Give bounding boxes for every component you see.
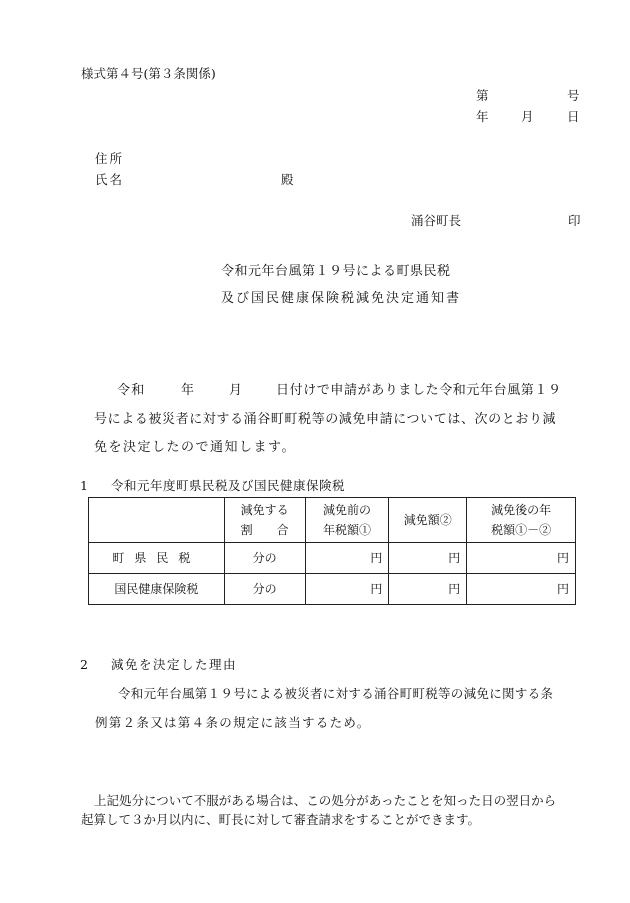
- document-title-line2: 及び国民健康保険税減免決定通知書: [221, 291, 462, 306]
- row-after: 円: [467, 543, 576, 574]
- document-title-line1: 令和元年台風第１９号による町県民税: [221, 264, 451, 279]
- header-after: [467, 498, 576, 543]
- address-label: 住所: [95, 151, 125, 166]
- intro-month: 月: [229, 383, 244, 398]
- header-rate-line1: 減免する: [240, 503, 289, 517]
- intro-line3: 免を決定したので通知します。: [94, 440, 296, 455]
- header-before: [305, 498, 389, 543]
- name-label: 氏名: [95, 172, 125, 187]
- row-label: 町県民税: [89, 543, 225, 574]
- form-number: 様式第４号(第３条関係): [81, 66, 216, 81]
- row-label: 国民健康保険税: [89, 574, 225, 605]
- table-row: [89, 574, 576, 605]
- honorific: 殿: [281, 172, 294, 187]
- header-after-line1: 減免後の年: [491, 503, 552, 517]
- section2-reason-line2: 例第２条又は第４条の規定に該当するため。: [95, 715, 371, 730]
- header-rate: [224, 498, 305, 543]
- reduction-table: [88, 497, 576, 605]
- appeal-notice-line1: 上記処分について不服がある場合は、この処分があったことを知った日の翌日から: [94, 793, 557, 808]
- section2-reason-line1: 令和元年台風第１９号による被災者に対する涌谷町町税等の減免に関する条: [118, 686, 554, 701]
- row-after: 円: [467, 574, 576, 605]
- section1-number: 1: [80, 478, 88, 493]
- intro-line2: 号による被災者に対する涌谷町町税等の減免申請については、次のとおり減: [94, 412, 557, 427]
- appeal-notice-line2: 起算して３か月以内に、町長に対して審査請求をすることができます。: [81, 812, 481, 827]
- row-before: 円: [305, 574, 389, 605]
- row-before: 円: [305, 543, 389, 574]
- header-before-line2: 年税額①: [322, 523, 371, 537]
- date-year: 年: [476, 109, 489, 124]
- header-rate-line2: 割 合: [240, 523, 289, 537]
- row-amount: 円: [389, 543, 467, 574]
- document-number-go: 号: [567, 88, 580, 103]
- table-header-row: [89, 498, 576, 543]
- date-month: 月: [521, 109, 534, 124]
- section2-heading: 減免を決定した理由: [111, 657, 238, 672]
- document-number-dai: 第: [476, 88, 489, 103]
- intro-year: 年: [181, 383, 196, 398]
- row-amount: 円: [389, 574, 467, 605]
- row-rate: 分の: [224, 543, 305, 574]
- header-blank-cell: [89, 498, 225, 543]
- seal-mark: 印: [568, 213, 581, 228]
- header-before-line1: 減免前の: [322, 503, 371, 517]
- section2-number: 2: [80, 657, 88, 672]
- section1-heading: 令和元年度町県民税及び国民健康保険税: [111, 478, 346, 493]
- issuer-name: 涌谷町長: [411, 213, 462, 228]
- date-day: 日: [567, 109, 580, 124]
- row-rate: 分の: [224, 574, 305, 605]
- header-after-line2: 税額①－②: [491, 523, 552, 537]
- header-amount: 減免額②: [389, 498, 467, 543]
- intro-line1-rest: 日付けで申請がありました令和元年台風第１９: [276, 383, 562, 398]
- intro-reiwa: 令和: [117, 383, 146, 398]
- table-row: [89, 543, 576, 574]
